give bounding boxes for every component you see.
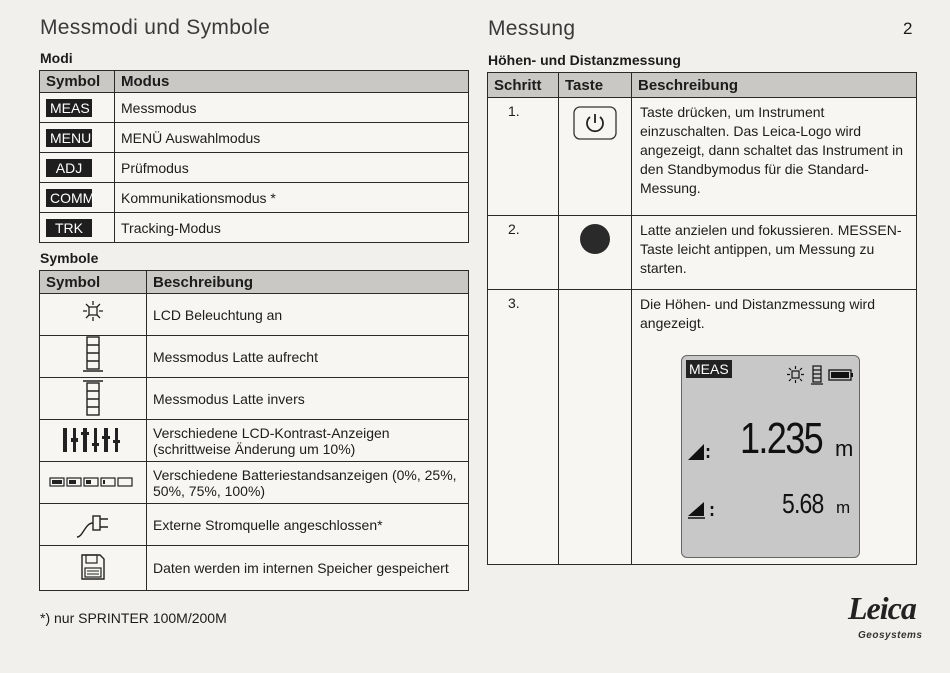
step-number: 1. [488, 98, 559, 216]
steps-header-schritt: Schritt [488, 73, 559, 98]
step-number: 3. [488, 290, 559, 565]
symbol-row [40, 420, 469, 462]
symbol-desc: Externe Stromquelle angeschlossen* [147, 504, 469, 546]
distance-value: 5.68 [782, 488, 824, 519]
modi-row [40, 93, 469, 123]
step-desc: Die Höhen- und Distanzmessung wird angezeigt. [640, 296, 875, 331]
step-row [488, 98, 917, 216]
adj-badge: ADJ [46, 159, 92, 177]
staff-upright-icon [82, 336, 104, 374]
lcd-light-icon [78, 298, 108, 328]
instrument-display [681, 355, 860, 558]
page-number: 2 [903, 19, 913, 38]
symbole-header-beschreibung: Beschreibung [147, 271, 469, 294]
symbol-row [40, 378, 469, 420]
modi-table [39, 70, 469, 243]
symbol-row [40, 462, 469, 504]
leica-logo: Leica [848, 590, 916, 626]
symbole-heading: Symbole [40, 250, 99, 266]
geosystems-label: Geosystems [858, 630, 923, 641]
measure-button-icon [578, 222, 612, 256]
distance-symbol-icon [686, 496, 716, 520]
modi-header-symbol: Symbol [40, 71, 115, 93]
symbol-desc: Verschiedene LCD-Kontrast-Anzeigen (schrittweise Änderung um 10%) [147, 420, 469, 462]
steps-header-beschreibung: Beschreibung [632, 73, 917, 98]
battery-levels-icon [49, 476, 137, 488]
symbol-desc: LCD Beleuchtung an [147, 294, 469, 336]
symbol-desc: Verschiedene Batteriestandsanzeigen (0%, 25%, 50%, 75%, 100%) [147, 462, 469, 504]
staff-upright-icon [811, 366, 823, 384]
step-desc: Latte anzielen und fokussieren. MESSEN-Taste leicht antippen, um Messung zu starten. [632, 216, 917, 290]
modi-row [40, 123, 469, 153]
display-status-icons [786, 364, 856, 386]
step-row [488, 216, 917, 290]
staff-inverted-icon [82, 378, 104, 416]
symbol-desc: Messmodus Latte invers [147, 378, 469, 420]
symbol-row [40, 504, 469, 546]
distance-unit: m [836, 498, 851, 517]
modi-label: Prüfmodus [115, 153, 469, 183]
contrast-levels-icon [61, 422, 125, 456]
footnote: *) nur SPRINTER 100M/200M [40, 610, 227, 626]
symbole-table [39, 270, 469, 591]
comm-badge: COMM [46, 189, 92, 207]
modi-row [40, 153, 469, 183]
step-desc: Taste drücken, um Instrument einzuschalten. Das Leica-Logo wird angezeigt, dann schaltet das Instrument in den Standbymodus für die Standard-Messung. [632, 98, 917, 216]
steps-header-taste: Taste [559, 73, 632, 98]
symbol-desc: Daten werden im internen Speicher gespeichert [147, 546, 469, 591]
display-mode-badge: MEAS [686, 360, 732, 378]
modi-label: Messmodus [115, 93, 469, 123]
modi-header-modus: Modus [115, 71, 469, 93]
left-page-title: Messmodi und Symbole [40, 16, 271, 39]
symbol-row [40, 294, 469, 336]
modi-label: MENÜ Auswahlmodus [115, 123, 469, 153]
modi-label: Tracking-Modus [115, 213, 469, 243]
symbole-header-symbol: Symbol [40, 271, 147, 294]
step-key-empty [559, 290, 632, 565]
power-button-icon [573, 106, 617, 140]
external-power-icon [73, 507, 113, 539]
symbol-row [40, 336, 469, 378]
right-page-title: Messung [488, 17, 576, 40]
measurement-subheading: Höhen- und Distanzmessung [488, 52, 681, 68]
modi-row [40, 183, 469, 213]
modi-heading: Modi [40, 50, 73, 66]
trk-badge: TRK [46, 219, 92, 237]
menu-badge: MENU [46, 129, 92, 147]
symbol-row [40, 546, 469, 591]
battery-icon [829, 370, 853, 380]
symbol-desc: Messmodus Latte aufrecht [147, 336, 469, 378]
step-number: 2. [488, 216, 559, 290]
height-value: 1.235 [740, 414, 823, 463]
modi-row [40, 213, 469, 243]
meas-badge: MEAS [46, 99, 92, 117]
memory-save-icon [80, 553, 106, 581]
height-unit: m [835, 436, 854, 461]
height-symbol-icon [686, 438, 712, 462]
modi-label: Kommunikationsmodus * [115, 183, 469, 213]
lcd-light-icon [787, 366, 804, 383]
